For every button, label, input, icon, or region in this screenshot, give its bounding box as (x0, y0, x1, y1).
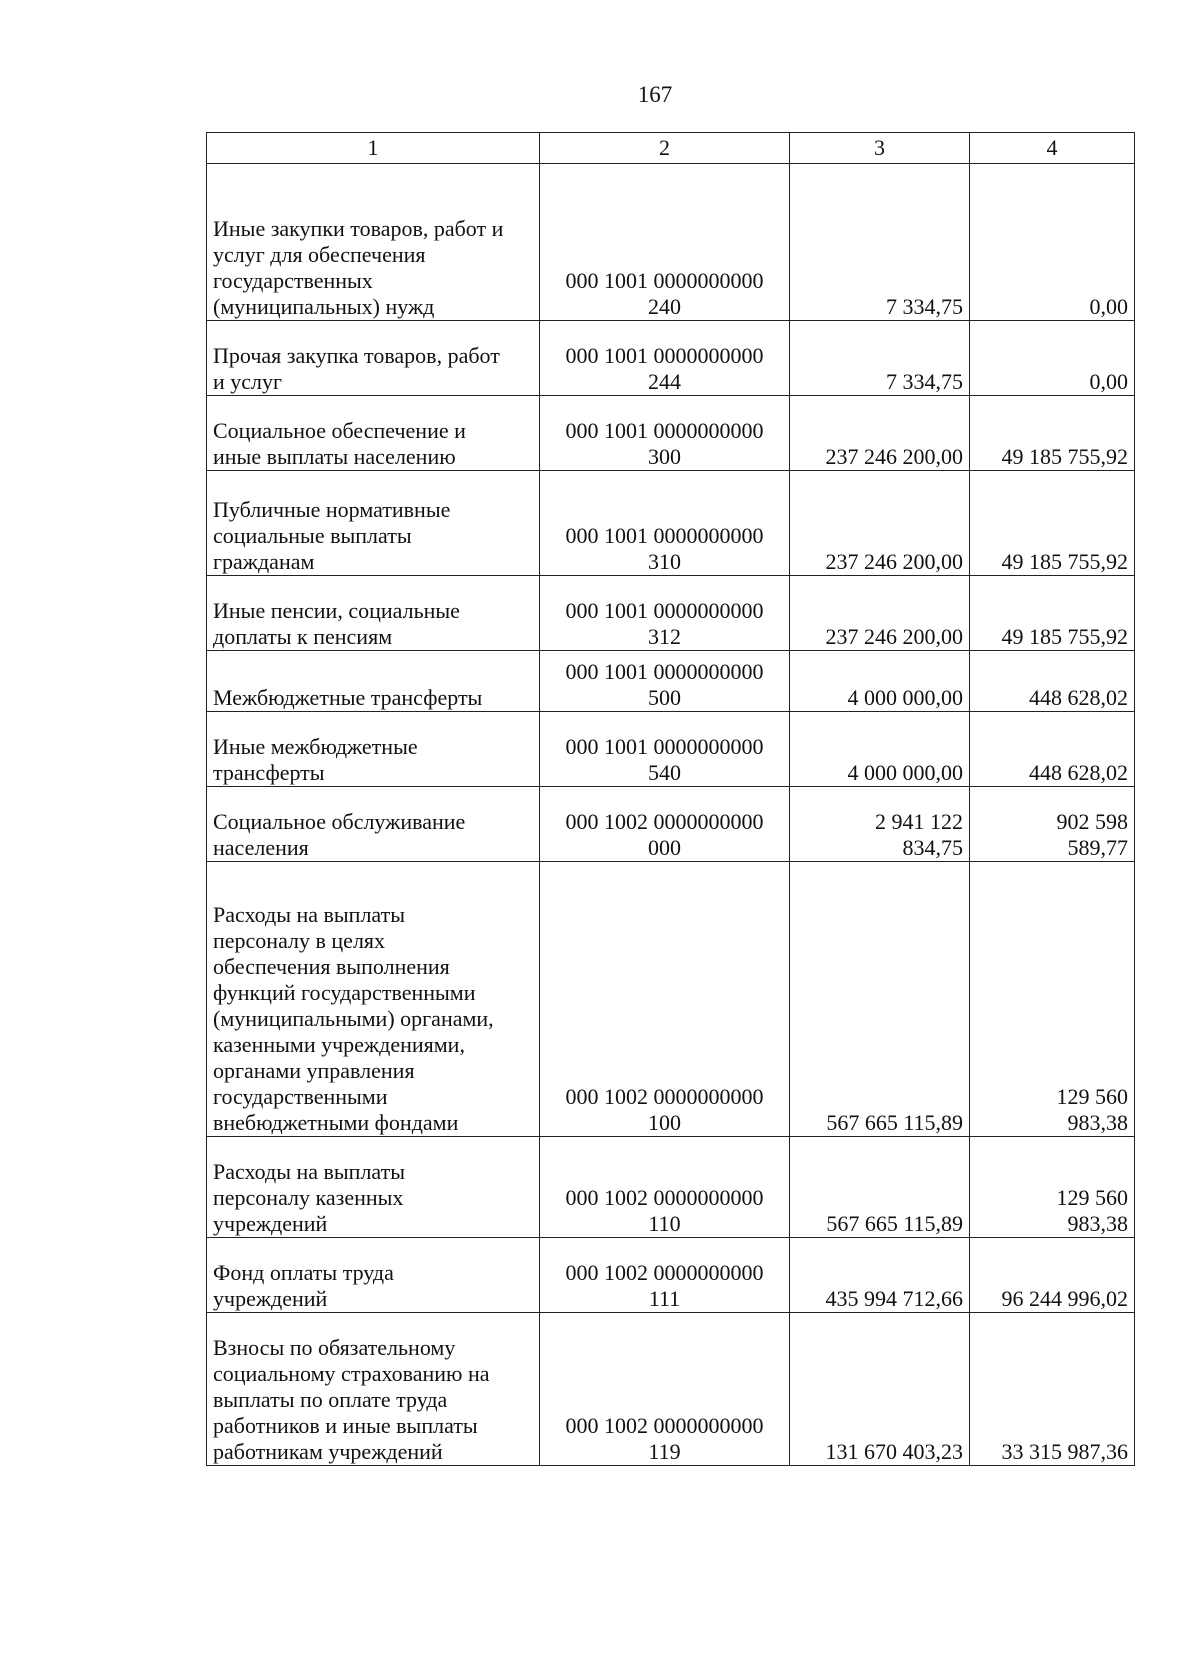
row-col4-value-line: 448 628,02 (1029, 685, 1128, 710)
row-code-line: 000 1001 0000000000 (565, 734, 764, 759)
row-name-line: иные выплаты населению (213, 444, 456, 469)
row-col3-value (790, 471, 970, 576)
row-name-line: государственными (213, 1084, 388, 1109)
row-name-line: Иные закупки товаров, работ и (213, 216, 504, 241)
row-col3-value (790, 321, 970, 396)
row-name (207, 651, 540, 712)
row-code (540, 787, 790, 862)
table-row (207, 787, 1135, 862)
row-col3-value-line: 834,75 (902, 835, 963, 860)
header-col-2: 2 (540, 133, 790, 164)
row-name-line: Социальное обеспечение и (213, 418, 466, 443)
row-name (207, 321, 540, 396)
row-code-line: 300 (648, 444, 681, 469)
row-code-line: 000 1002 0000000000 (565, 1413, 764, 1438)
row-code (540, 396, 790, 471)
row-col3-value (790, 787, 970, 862)
row-name-line: населения (213, 835, 309, 860)
table-row (207, 712, 1135, 787)
row-col4-value-line: 589,77 (1067, 835, 1128, 860)
row-name (207, 712, 540, 787)
row-col3-value-line: 237 246 200,00 (825, 444, 963, 469)
row-name-line: учреждений (213, 1211, 328, 1236)
row-code-line: 000 1001 0000000000 (565, 659, 764, 684)
page-number: 167 (637, 82, 673, 107)
row-col4-value-line: 129 560 (1056, 1084, 1128, 1109)
row-code (540, 1238, 790, 1313)
row-name-line: Публичные нормативные (213, 497, 451, 522)
row-code-line: 312 (648, 624, 681, 649)
row-code-line: 310 (648, 549, 681, 574)
header-col-1: 1 (207, 133, 540, 164)
row-col3-value (790, 862, 970, 1137)
row-col4-value-line: 49 185 755,92 (1001, 444, 1128, 469)
row-col3-value-line: 435 994 712,66 (825, 1286, 963, 1311)
row-name-line: услуг для обеспечения (213, 242, 426, 267)
header-row (207, 133, 1135, 164)
row-name (207, 787, 540, 862)
row-code-line: 000 1001 0000000000 (565, 598, 764, 623)
table-row (207, 576, 1135, 651)
header-col-3: 3 (790, 133, 970, 164)
row-col3-value-line: 7 334,75 (886, 294, 963, 319)
row-name-line: государственных (213, 268, 373, 293)
row-name (207, 164, 540, 321)
row-code (540, 576, 790, 651)
table-row (207, 1313, 1135, 1466)
row-col4-value (970, 651, 1135, 712)
row-col4-value (970, 396, 1135, 471)
row-col4-value-line: 0,00 (1089, 369, 1128, 394)
row-code (540, 471, 790, 576)
row-col4-value (970, 321, 1135, 396)
row-code (540, 712, 790, 787)
row-col4-value (970, 1137, 1135, 1238)
row-code (540, 862, 790, 1137)
row-code-line: 000 1002 0000000000 (565, 1084, 764, 1109)
row-name (207, 396, 540, 471)
row-name-line: Прочая закупка товаров, работ (213, 343, 500, 368)
row-name-line: трансферты (213, 760, 325, 785)
row-code (540, 164, 790, 321)
row-name-line: работников и иные выплаты (213, 1413, 478, 1438)
row-col3-value-line: 237 246 200,00 (825, 624, 963, 649)
row-code (540, 651, 790, 712)
row-name-line: персоналу в целях (213, 928, 386, 953)
row-name-line: Взносы по обязательному (213, 1335, 456, 1360)
table-row (207, 396, 1135, 471)
row-col3-value (790, 1137, 970, 1238)
row-col4-value (970, 164, 1135, 321)
row-name-line: учреждений (213, 1286, 328, 1311)
row-code (540, 1313, 790, 1466)
row-name-line: внебюджетными фондами (213, 1110, 459, 1135)
row-col4-value (970, 862, 1135, 1137)
row-col4-value-line: 33 315 987,36 (1001, 1439, 1128, 1464)
row-col4-value-line: 983,38 (1067, 1110, 1128, 1135)
row-code-line: 100 (648, 1110, 681, 1135)
row-col3-value-line: 4 000 000,00 (847, 760, 963, 785)
row-col4-value-line: 49 185 755,92 (1001, 549, 1128, 574)
row-code-line: 000 1001 0000000000 (565, 343, 764, 368)
table-row (207, 651, 1135, 712)
table-row (207, 471, 1135, 576)
row-name-line: выплаты по оплате труда (213, 1387, 448, 1412)
row-name-line: Фонд оплаты труда (213, 1260, 394, 1285)
row-code-line: 000 1001 0000000000 (565, 268, 764, 293)
table-body (207, 164, 1135, 1466)
row-col3-value-line: 7 334,75 (886, 369, 963, 394)
row-name-line: социальные выплаты (213, 523, 412, 548)
budget-table (206, 132, 1135, 1466)
row-name (207, 471, 540, 576)
row-col4-value (970, 576, 1135, 651)
row-col4-value (970, 787, 1135, 862)
row-code (540, 1137, 790, 1238)
row-col4-value-line: 902 598 (1056, 809, 1128, 834)
table-row (207, 862, 1135, 1137)
row-col3-value-line: 2 941 122 (875, 809, 963, 834)
row-col3-value-line: 567 665 115,89 (826, 1211, 963, 1236)
row-code-line: 110 (648, 1211, 681, 1236)
row-name-line: Межбюджетные трансферты (213, 685, 483, 710)
row-name-line: работникам учреждений (213, 1439, 443, 1464)
row-col4-value (970, 471, 1135, 576)
row-name-line: казенными учреждениями, (213, 1032, 465, 1057)
row-code-line: 000 1002 0000000000 (565, 1260, 764, 1285)
table-row (207, 321, 1135, 396)
row-col3-value-line: 567 665 115,89 (826, 1110, 963, 1135)
row-col4-value-line: 129 560 (1056, 1185, 1128, 1210)
row-name-line: Расходы на выплаты (213, 1159, 406, 1184)
row-name-line: гражданам (213, 549, 315, 574)
row-code-line: 000 1002 0000000000 (565, 809, 764, 834)
row-name-line: Иные межбюджетные (213, 734, 418, 759)
row-name-line: обеспечения выполнения (213, 954, 450, 979)
row-col4-value (970, 1238, 1135, 1313)
row-name (207, 1238, 540, 1313)
row-code-line: 240 (648, 294, 681, 319)
row-code-line: 000 1002 0000000000 (565, 1185, 764, 1210)
row-name-line: органами управления (213, 1058, 415, 1083)
row-name-line: функций государственными (213, 980, 476, 1005)
table-row (207, 164, 1135, 321)
row-code (540, 321, 790, 396)
row-name (207, 576, 540, 651)
row-name-line: (муниципальными) органами, (213, 1006, 494, 1031)
row-col4-value-line: 448 628,02 (1029, 760, 1128, 785)
row-name (207, 1313, 540, 1466)
row-name-line: социальному страхованию на (213, 1361, 490, 1386)
header-col-4: 4 (970, 133, 1135, 164)
row-col3-value-line: 131 670 403,23 (825, 1439, 963, 1464)
row-col3-value (790, 396, 970, 471)
row-name (207, 1137, 540, 1238)
row-col3-value (790, 164, 970, 321)
table-row (207, 1238, 1135, 1313)
row-code-line: 000 1001 0000000000 (565, 523, 764, 548)
row-name-line: персоналу казенных (213, 1185, 404, 1210)
row-col3-value (790, 576, 970, 651)
row-code-line: 540 (648, 760, 681, 785)
row-code-line: 244 (648, 369, 681, 394)
row-code-line: 119 (648, 1439, 681, 1464)
table-row (207, 1137, 1135, 1238)
row-col4-value-line: 0,00 (1089, 294, 1128, 319)
row-name (207, 862, 540, 1137)
row-name-line: доплаты к пенсиям (213, 624, 393, 649)
row-col3-value (790, 1313, 970, 1466)
row-code-line: 000 1001 0000000000 (565, 418, 764, 443)
row-name-line: и услуг (213, 369, 283, 394)
row-name-line: Расходы на выплаты (213, 902, 406, 927)
row-col3-value-line: 4 000 000,00 (847, 685, 963, 710)
row-name-line: Социальное обслуживание (213, 809, 466, 834)
row-col4-value (970, 1313, 1135, 1466)
row-code-line: 111 (648, 1286, 681, 1311)
row-col3-value (790, 651, 970, 712)
row-col4-value (970, 712, 1135, 787)
row-name-line: Иные пенсии, социальные (213, 598, 460, 623)
row-col4-value-line: 96 244 996,02 (1001, 1286, 1128, 1311)
row-code-line: 500 (648, 685, 681, 710)
row-name-line: (муниципальных) нужд (213, 294, 435, 319)
row-col3-value (790, 1238, 970, 1313)
row-col4-value-line: 49 185 755,92 (1001, 624, 1128, 649)
row-col4-value-line: 983,38 (1067, 1211, 1128, 1236)
row-col3-value (790, 712, 970, 787)
row-col3-value-line: 237 246 200,00 (825, 549, 963, 574)
row-code-line: 000 (648, 835, 681, 860)
